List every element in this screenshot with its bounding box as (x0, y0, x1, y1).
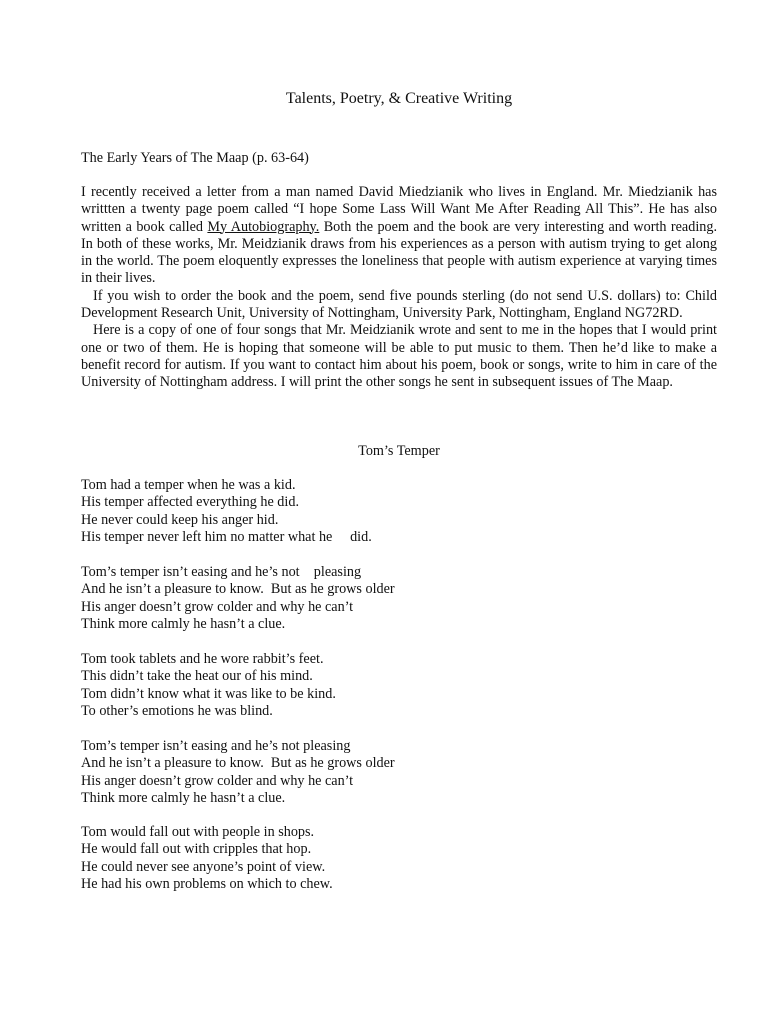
stanza-4 (81, 738, 395, 807)
article-body (81, 184, 717, 392)
stanza-line: He could never see anyone’s point of view. (81, 858, 326, 875)
page-title: Talents, Poetry, & Creative Writing (285, 90, 513, 107)
paragraph-1-text-start: I recently received a letter from a man named David Miedzianik who lives in England. Mr. Miedzianik has writtten a twenty page poem called “I hope Some Lass Will Want Me After Reading All This”. He has also written a book called (81, 184, 717, 235)
stanza-line: He would fall out with cripples that hop. (81, 841, 312, 858)
stanza-line: His anger doesn’t grow colder and why he can’t (81, 598, 354, 615)
stanza-line: He never could keep his anger hid. (81, 511, 279, 528)
stanza-3 (81, 651, 336, 720)
stanza-line: Think more calmly he hasn’t a clue. (81, 789, 286, 806)
stanza-line: His temper never left him no matter what he did. (81, 528, 372, 545)
paragraph-1-text-end: Both the poem and the book are very interesting and worth reading. In both of these works, Mr. Meidzianik draws from his experiences as a person with autism trying to get along in the world. The poem eloquently expresses the loneliness that people with autism experience at varying times in their lives. (81, 218, 718, 287)
stanza-line: He had his own problems on which to chew. (81, 875, 333, 892)
book-title: My Autobiography. (207, 218, 320, 235)
stanza-line: Tom’s temper isn’t easing and he’s not pleasing (81, 738, 351, 754)
stanza-line: Think more calmly he hasn’t a clue. (81, 615, 286, 632)
paragraph-2: If you wish to order the book and the poem, send five pounds sterling (do not send U.S. dollars) to: Child Development Research Unit, University of Nottingham, University Park, Nottingham, England NG72RD. (81, 287, 717, 322)
paragraph-3: Here is a copy of one of four songs that Mr. Meidzianik wrote and sent to me in the hopes that I would print one or two of them. He is hoping that someone will be able to put music to them. Then he’d like to make a benefit record for autism. If you want to contact him about his poem, book or songs, write to him in care of the University of Nottingham address. I will print the other songs he sent in subsequent issues of The Maap. (81, 322, 717, 391)
song-title: Tom’s Temper (358, 443, 440, 459)
stanza-5 (81, 824, 333, 893)
stanza-line: And he isn’t a pleasure to know. But as he grows older (81, 581, 395, 598)
paragraph-1 (81, 184, 717, 288)
stanza-2 (81, 564, 395, 633)
section-heading: The Early Years of The Maap (p. 63-64) (81, 150, 309, 166)
stanza-line: Tom had a temper when he was a kid. (81, 477, 296, 493)
stanza-line: This didn’t take the heat our of his mind. (81, 668, 313, 685)
stanza-line: And he isn’t a pleasure to know. But as he grows older (81, 755, 395, 772)
stanza-line: His anger doesn’t grow colder and why he can’t (81, 772, 354, 789)
stanza-line: To other’s emotions he was blind. (81, 702, 273, 719)
stanza-line: Tom would fall out with people in shops. (81, 824, 315, 840)
stanza-line: His temper affected everything he did. (81, 494, 299, 511)
stanza-line: Tom took tablets and he wore rabbit’s feet. (81, 651, 324, 667)
stanza-line: Tom didn’t know what it was like to be kind. (81, 685, 336, 702)
stanza-line: Tom’s temper isn’t easing and he’s not pleasing (81, 564, 362, 580)
stanza-1 (81, 477, 372, 546)
